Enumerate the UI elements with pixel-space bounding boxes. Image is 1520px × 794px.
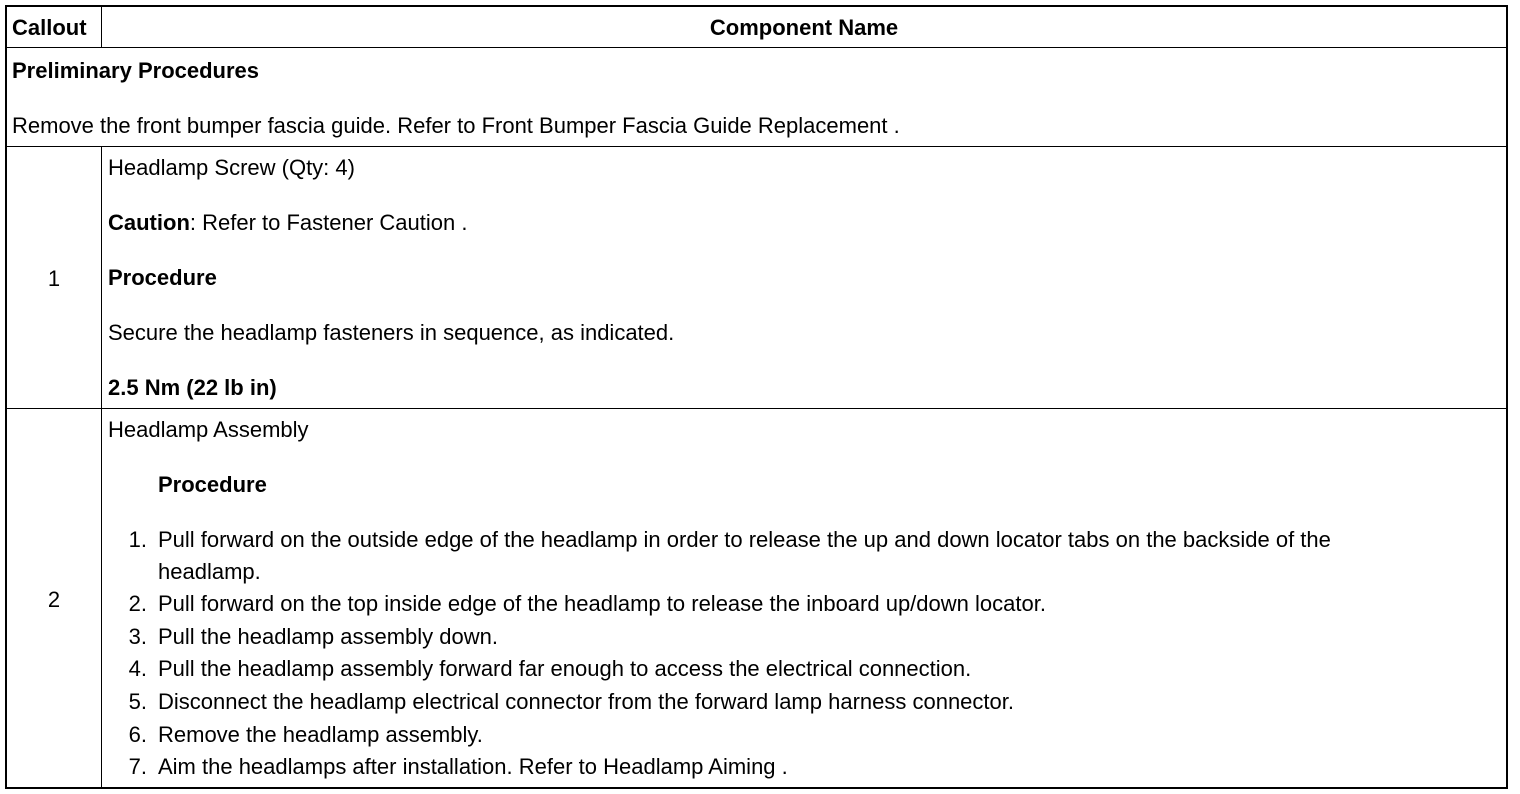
preliminary-text: Remove the front bumper fascia guide. Refer to Front Bumper Fascia Guide Replacement . bbox=[12, 113, 900, 138]
row1-component-name: Headlamp Screw (Qty: 4) bbox=[108, 155, 355, 180]
preliminary-title: Preliminary Procedures bbox=[12, 58, 260, 83]
step-number: 2. bbox=[128, 591, 147, 616]
step-number: 4. bbox=[128, 656, 147, 681]
step-text: Pull the headlamp assembly forward far enough to access the electrical connection. bbox=[158, 656, 972, 681]
preliminary-divider bbox=[7, 146, 1506, 147]
step-number: 7. bbox=[128, 754, 147, 779]
step-text: Aim the headlamps after installation. Refer to Headlamp Aiming . bbox=[158, 754, 788, 779]
row1-procedure-label: Procedure bbox=[108, 265, 217, 290]
step-number: 3. bbox=[128, 624, 147, 649]
step-text: Pull the headlamp assembly down. bbox=[158, 624, 498, 649]
body-column-divider bbox=[101, 146, 102, 787]
row2-component-name: Headlamp Assembly bbox=[108, 417, 309, 442]
row1-caution bbox=[108, 210, 467, 236]
step-text: Pull forward on the top inside edge of the headlamp to release the inboard up/down locator. bbox=[158, 591, 1046, 616]
step-text: Disconnect the headlamp electrical connector from the forward lamp harness connector. bbox=[158, 689, 1014, 714]
caution-label: Caution bbox=[108, 210, 190, 235]
step-number: 6. bbox=[128, 722, 147, 747]
row1-procedure-text: Secure the headlamp fasteners in sequence, as indicated. bbox=[108, 320, 675, 345]
procedure-table bbox=[5, 5, 1508, 789]
step-number: 5. bbox=[128, 689, 147, 714]
step-number: 1. bbox=[128, 527, 147, 552]
row1-callout: 1 bbox=[47, 266, 61, 291]
step-text: Remove the headlamp assembly. bbox=[158, 722, 483, 747]
callout-header: Callout bbox=[12, 15, 87, 40]
step-text-continued: headlamp. bbox=[158, 559, 261, 584]
component-name-header: Component Name bbox=[709, 15, 899, 40]
row1-torque-spec: 2.5 Nm (22 lb in) bbox=[108, 375, 277, 400]
row1-divider bbox=[7, 408, 1506, 409]
step-text: Pull forward on the outside edge of the headlamp in order to release the up and down locator tabs on the backside of the bbox=[158, 527, 1331, 552]
row2-callout: 2 bbox=[47, 587, 61, 612]
row2-procedure-label: Procedure bbox=[158, 472, 267, 497]
header-divider bbox=[7, 47, 1506, 48]
caution-text: : Refer to Fastener Caution . bbox=[189, 210, 468, 235]
